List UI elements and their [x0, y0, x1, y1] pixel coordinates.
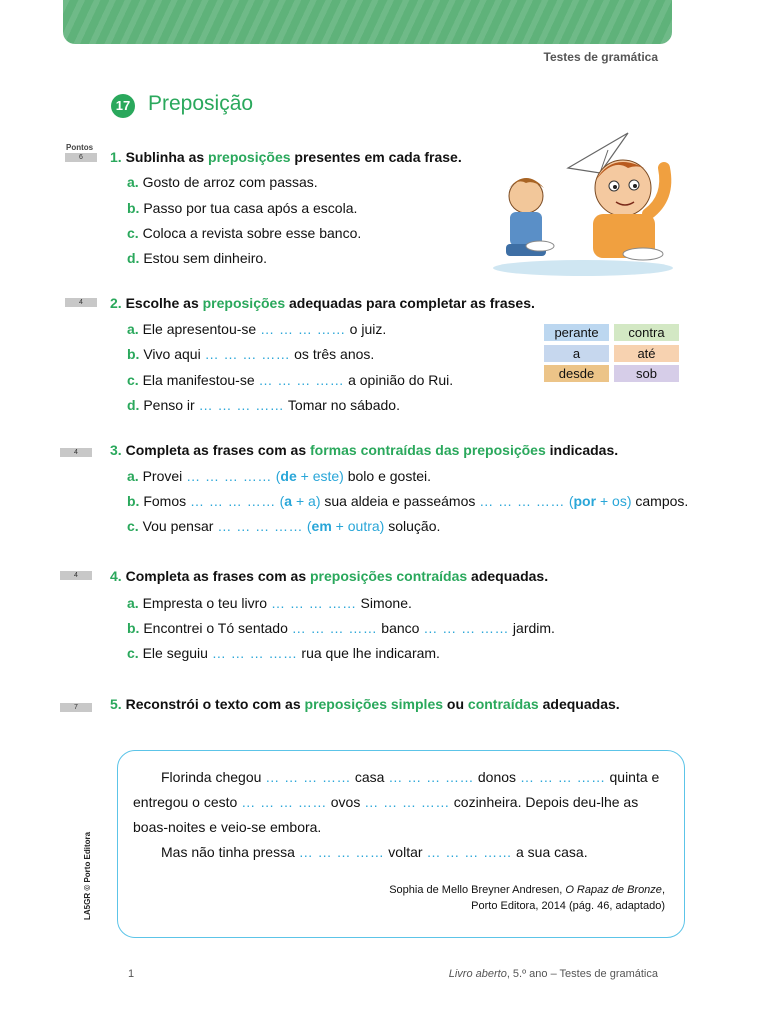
q2-item-b: b. Vivo aqui … … … …… os três anos. — [127, 346, 375, 362]
side-credit: LA5GR © Porto Editora — [83, 831, 92, 920]
blank: … … … …… — [258, 372, 345, 388]
blank: … … … …… — [260, 321, 346, 337]
question-3-instruction: 3. Completa as frases com as formas contraídas das preposições indicadas. — [110, 442, 619, 458]
question-number: 1. — [110, 149, 122, 165]
source-citation: Sophia de Mello Breyner Andresen, O Rapaz de Bronze, Porto Editora, 2014 (pág. 46, adaptado) — [389, 884, 665, 912]
passage-line-1: Florinda chegou … … … …… casa … … … …… donos … … … …… quinta e — [161, 769, 660, 785]
section-number-badge: 17 — [111, 94, 135, 118]
question-2-instruction: 2. Escolhe as preposições adequadas para completar as frases. — [110, 295, 535, 311]
points-label: Pontos — [66, 143, 94, 152]
points-box-q3: 4 — [60, 448, 92, 457]
page-number: 1 — [128, 968, 135, 980]
word-ate: até — [614, 345, 679, 362]
q1-item-b: b. Passo por tua casa após a escola. — [127, 200, 358, 216]
footer-title: Livro aberto, 5.º ano – Testes de gramática — [448, 968, 658, 980]
q1-item-c: c. Coloca a revista sobre esse banco. — [127, 225, 362, 241]
passage-line-4: Mas não tinha pressa … … … …… voltar … … … …… a sua casa. — [161, 844, 588, 860]
points-box-q4: 4 — [60, 571, 92, 580]
word-a: a — [544, 345, 609, 362]
points-box-q5: 7 — [60, 703, 92, 712]
word-desde: desde — [544, 365, 609, 382]
boys-illustration — [488, 128, 678, 278]
q1-item-d: d. Estou sem dinheiro. — [127, 250, 268, 266]
word-perante: perante — [544, 324, 609, 341]
q1-item-a: a. Gosto de arroz com passas. — [127, 174, 318, 190]
running-header: Testes de gramática — [543, 50, 658, 64]
q4-item-a: a. Empresta o teu livro … … … …… Simone. — [127, 595, 412, 611]
word-contra: contra — [614, 324, 679, 341]
blank: … … … …… — [204, 346, 291, 362]
passage-line-3: boas-noites e veio-se embora. — [133, 819, 322, 835]
q2-item-a: a. Ele apresentou-se … … … …… o juiz. — [127, 321, 387, 337]
q3-item-a: a. Provei … … … …… (de + este) bolo e gostei. — [127, 468, 432, 484]
section-title: Preposição — [148, 92, 254, 115]
q3-item-c: c. Vou pensar … … … …… (em + outra) solução. — [127, 518, 441, 534]
q2-item-c: c. Ela manifestou-se … … … …… a opinião do Rui. — [127, 372, 454, 388]
top-decorative-band — [63, 0, 672, 44]
passage-line-2: entregou o cesto … … … …… ovos … … … …… cozinheira. Depois deu-lhe as — [133, 794, 639, 810]
question-4-instruction: 4. Completa as frases com as preposições contraídas adequadas. — [110, 568, 549, 584]
points-box-q2: 4 — [65, 298, 97, 307]
question-5-instruction: 5. Reconstrói o texto com as preposições simples ou contraídas adequadas. — [110, 696, 620, 712]
word-sob: sob — [614, 365, 679, 382]
q3-item-b: b. Fomos … … … …… (a + a) sua aldeia e passeámos … … … …… (por + os) campos. — [127, 493, 689, 509]
blank: … … … …… — [198, 397, 285, 413]
points-box-q1: 6 — [65, 153, 97, 162]
q4-item-c: c. Ele seguiu … … … …… rua que lhe indicaram. — [127, 645, 440, 661]
question-1-instruction: 1. Sublinha as preposições presentes em cada frase. — [110, 149, 462, 165]
q2-item-d: d. Penso ir … … … …… Tomar no sábado. — [127, 397, 400, 413]
q4-item-b: b. Encontrei o Tó sentado … … … …… banco … … … …… jardim. — [127, 620, 555, 636]
